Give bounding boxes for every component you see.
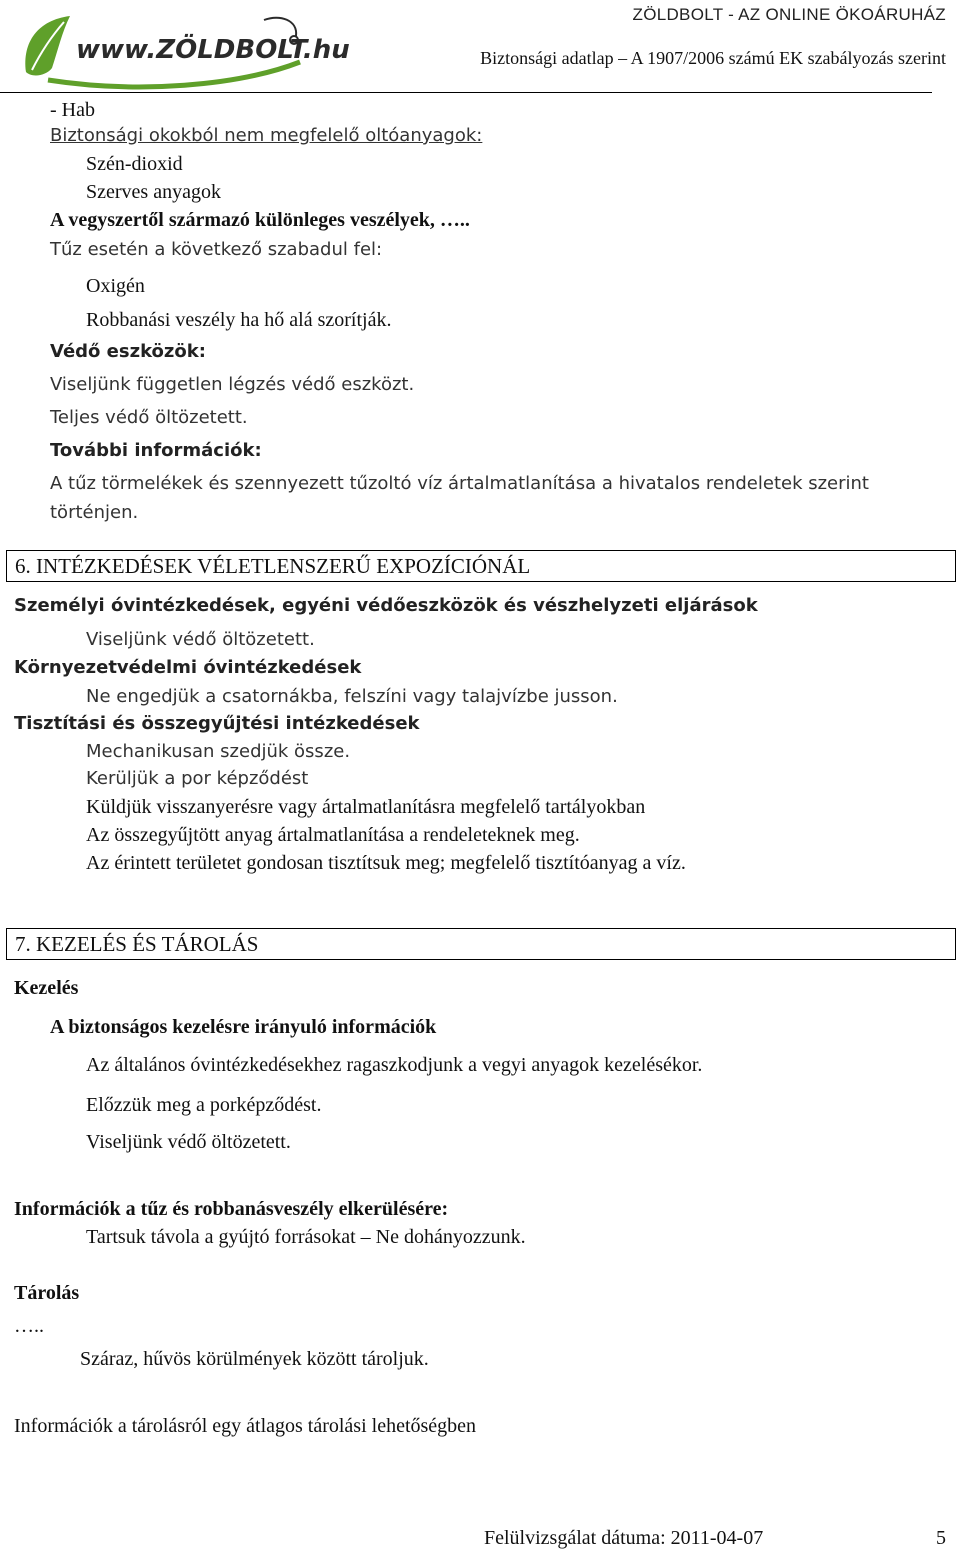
page-number: 5 — [936, 1527, 946, 1549]
cleanup-item: Mechanikusan szedjük össze. — [86, 741, 351, 762]
cleanup-item: Az érintett területet gondosan tisztítsuk meg; megfelelő tisztítóanyag a víz. — [86, 852, 686, 874]
unsuitable-item: Szerves anyagok — [86, 181, 221, 203]
cleanup-item: Az összegyűjtött anyag ártalmatlanítása a rendeleteknek meg. — [86, 824, 580, 846]
more-info-text: történjen. — [50, 502, 139, 523]
unsuitable-media-title: Biztonsági okokból nem megfelelő oltóanyagok: — [50, 125, 483, 146]
environmental-precautions-title: Környezetvédelmi óvintézkedések — [14, 657, 362, 678]
protective-item: Viseljünk független légzés védő eszközt. — [50, 374, 415, 395]
safe-handling-title: A biztonságos kezelésre irányuló információk — [50, 1016, 437, 1038]
protective-item: Teljes védő öltözetett. — [50, 407, 248, 428]
header-divider — [0, 92, 932, 93]
released-item: Robbanási veszély ha hő alá szorítják. — [86, 309, 392, 331]
storage-title: Tárolás — [14, 1282, 80, 1304]
storage-ellipsis: ….. — [14, 1315, 44, 1337]
fire-release-text: Tűz esetén a következő szabadul fel: — [50, 239, 383, 260]
cleanup-item: Küldjük visszanyerésre vagy ártalmatlanításra megfelelő tartályokban — [86, 796, 646, 818]
safe-handling-item: Előzzük meg a porképződést. — [86, 1094, 322, 1116]
handling-title: Kezelés — [14, 977, 79, 999]
storage-text: Száraz, hűvös körülmények között tároljuk. — [80, 1348, 429, 1370]
unsuitable-item: Szén-dioxid — [86, 153, 183, 175]
personal-precautions-text: Viseljünk védő öltözetett. — [86, 629, 315, 650]
document-subtitle: Biztonsági adatlap – A 1907/2006 számú EK szabályozás szerint — [480, 48, 946, 68]
store-title: ZÖLDBOLT - AZ ONLINE ÖKOÁRUHÁZ — [632, 5, 946, 24]
zoldbolt-logo — [18, 2, 350, 90]
hab-item: - Hab — [50, 99, 95, 121]
cleanup-item: Kerüljük a por képződést — [86, 768, 309, 789]
fire-explosion-info-text: Tartsuk távola a gyújtó forrásokat – Ne dohányozzunk. — [86, 1226, 526, 1248]
more-info-title: További információk: — [50, 440, 262, 461]
section-6-header — [6, 550, 956, 582]
fire-explosion-info-title: Információk a tűz és robbanásveszély elkerülésére: — [14, 1198, 449, 1220]
personal-precautions-title: Személyi óvintézkedések, egyéni védőeszközök és vészhelyzeti eljárások — [14, 595, 758, 616]
special-hazards-title: A vegyszertől származó különleges veszélyek, ….. — [50, 209, 470, 231]
safe-handling-item: Az általános óvintézkedésekhez ragaszkodjunk a vegyi anyagok kezelésékor. — [86, 1054, 703, 1076]
cleanup-title: Tisztítási és összegyűjtési intézkedések — [14, 713, 420, 734]
released-item: Oxigén — [86, 275, 145, 297]
section-7-title: 7. KEZELÉS ÉS TÁROLÁS — [15, 932, 259, 956]
review-date: Felülvizsgálat dátuma: 2011-04-07 — [484, 1527, 764, 1549]
protective-equipment-title: Védő eszközök: — [50, 341, 206, 362]
section-6-title: 6. INTÉZKEDÉSEK VÉLETLENSZERŰ EXPOZÍCIÓNÁL — [15, 554, 531, 578]
section-7-header — [6, 928, 956, 960]
storage-info: Információk a tárolásról egy átlagos tárolási lehetőségben — [14, 1415, 477, 1437]
logo-text: www.ZÖLDBOLT.hu — [76, 35, 350, 65]
more-info-text: A tűz törmelékek és szennyezett tűzoltó víz ártalmatlanítása a hivatalos rendeletek szerint — [50, 473, 869, 494]
safe-handling-item: Viseljünk védő öltözetett. — [86, 1131, 291, 1153]
environmental-precautions-text: Ne engedjük a csatornákba, felszíni vagy talajvízbe jusson. — [86, 686, 618, 707]
